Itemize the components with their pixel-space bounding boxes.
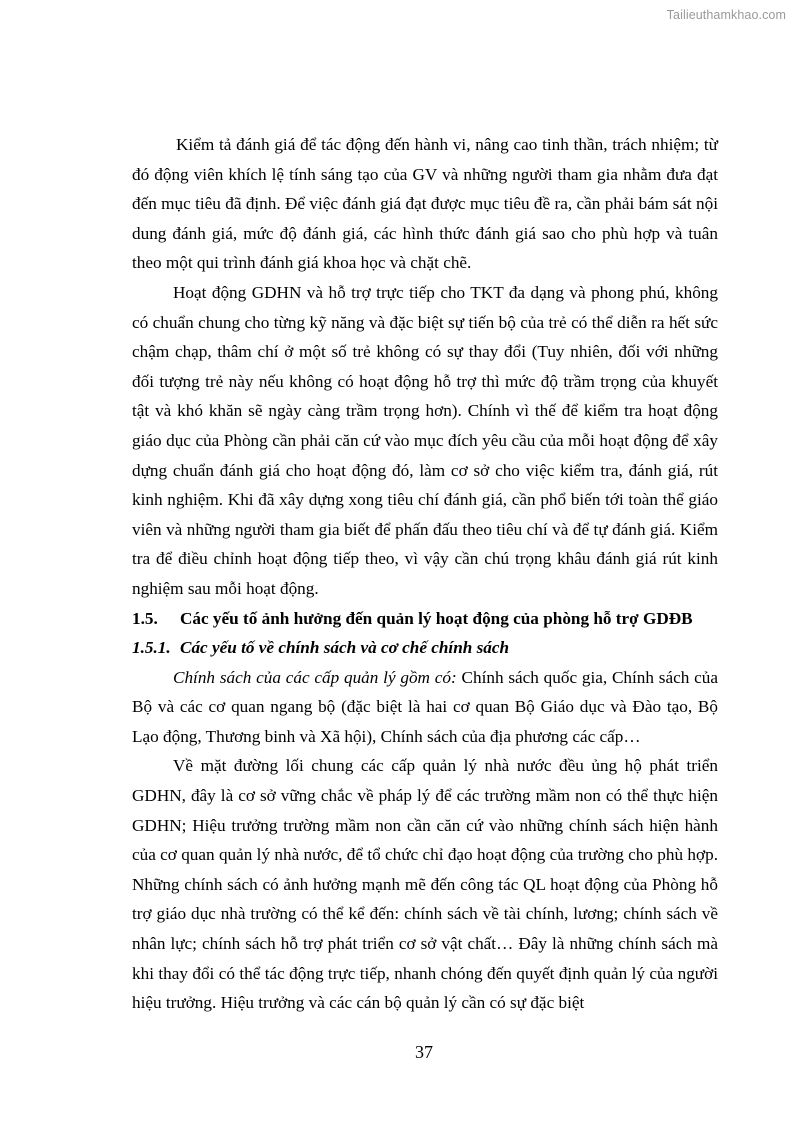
paragraph-guidelines: Về mặt đường lối chung các cấp quản lý nhà nước đều ủng hộ phát triển GDHN, đây là cơ sở vững chắc về pháp lý để các trường mầm non có thể thực hiện GDHN; Hiệu trưởng trường mầm non cần căn cứ vào những chính sách hiện hành của cơ quan quản lý nhà nước, để tổ chức chỉ đạo hoạt động của trường cho phù hợp. Những chính sách có ảnh hưởng mạnh mẽ đến công tác QL hoạt động của Phòng hỗ trợ giáo dục nhà trường có thể kể đến: chính sách về tài chính, lương; chính sách về nhân lực; chính sách hỗ trợ phát triển cơ sở vật chất… Đây là những chính sách mà khi thay đổi có thể tác động trực tiếp, nhanh chóng đến quyết định quản lý của người hiệu trưởng. Hiệu trưởng và các cán bộ quản lý cần có sự đặc biệt (132, 756, 718, 1013)
policy-lead: Chính sách của các cấp quản lý gồm có: (173, 667, 457, 687)
subsection-title: Các yếu tố về chính sách và cơ chế chính sách (180, 638, 510, 658)
section-heading (132, 604, 718, 634)
paragraph-activities: Hoạt động GDHN và hỗ trợ trực tiếp cho TKT đa dạng và phong phú, không có chuẩn chung cho từng kỹ năng và đặc biệt sự tiến bộ của trẻ có thể diễn ra hết sức chậm chạp, thâm chí ở một số trẻ không có sự thay đổi (Tuy nhiên, đối với những đối tượng trẻ này nếu không có hoạt động hỗ trợ thì mức độ trầm trọng của khuyết tật và khó khăn sẽ ngày càng trầm trọng hơn). Chính vì thế để kiểm tra hoạt động giáo dục của Phòng cần phải căn cứ vào mục đích yêu cầu của mỗi hoạt động để xây dựng chuẩn đánh giá cho hoạt động đó, làm cơ sở cho việc kiểm tra, đánh giá, rút kinh nghiệm. Khi đã xây dựng xong tiêu chí đánh giá, cần phổ biến tới toàn thể giáo viên và những người tham gia biết để phấn đấu theo tiêu chí và để tự đánh giá. Kiểm tra để điều chỉnh hoạt động tiếp theo, vì vậy cần chú trọng khâu đánh giá rút kinh nghiệm sau mỗi hoạt động. (132, 282, 718, 598)
subsection-number: 1.5.1. (132, 638, 171, 658)
paragraph-policy (132, 663, 718, 752)
page-number: 37 (415, 1042, 433, 1062)
subsection-heading (132, 633, 718, 663)
section-title: Các yếu tố ảnh hưởng đến quản lý hoạt động của phòng hỗ trợ GDĐB (180, 608, 693, 628)
section-number: 1.5. (132, 608, 158, 628)
document-body (132, 130, 718, 1018)
watermark: Tailieuthamkhao.com (666, 8, 786, 22)
paragraph-evaluation: Kiểm tả đánh giá để tác động đến hành vi, nâng cao tinh thần, trách nhiệm; từ đó động viên khích lệ tính sáng tạo của GV và những người tham gia nhằm đưa đạt đến mục tiêu đã định. Để việc đánh giá đạt được mục tiêu đề ra, cần phải bám sát nội dung đánh giá, mức độ đánh giá, các hình thức đánh giá sao cho phù hợp và tuân theo một qui trình đánh giá khoa học và chặt chẽ. (132, 135, 718, 273)
policy-text: Chính sách quốc gia, Chính sách của Bộ và các cơ quan ngang bộ (đặc biệt là hai cơ quan Bộ Giáo dục và Đào tạo, Bộ Lạo động, Thương binh và Xã hội), Chính sách của địa phương các cấp… (132, 667, 718, 746)
